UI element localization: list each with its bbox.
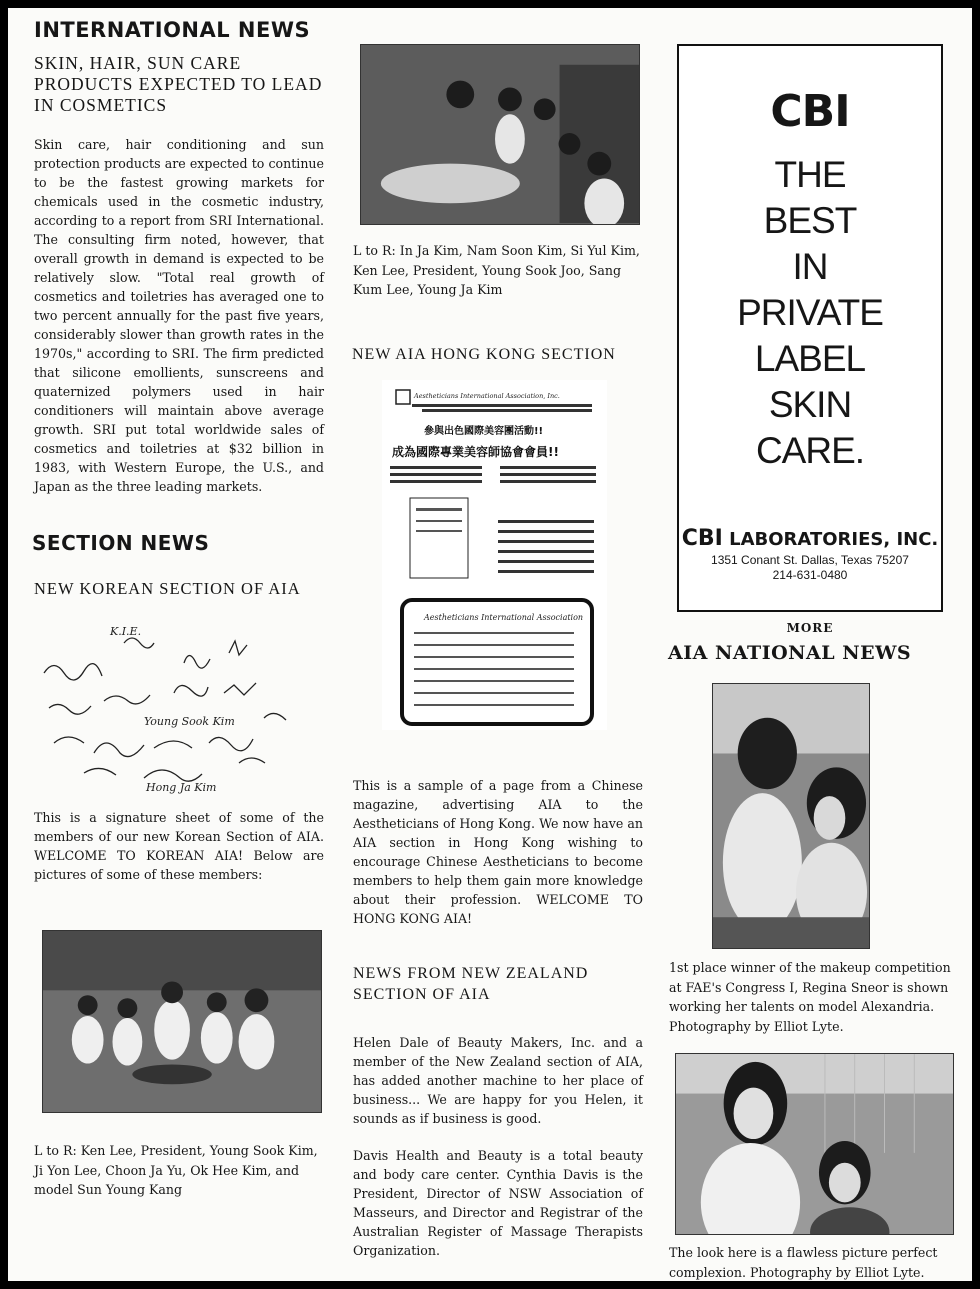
signature-young-sook: Young Sook Kim (144, 715, 235, 728)
korea-caption: L to R: Ken Lee, President, Young Sook Kim, Ji Yon Lee, Choon Ja Yu, Ok Hee Kim, and model Sun Young Kang (34, 1143, 318, 1197)
international-news-heading: INTERNATIONAL NEWS (34, 18, 311, 42)
ad-address: 1351 Conant St. Dallas, Texas 75207 (711, 553, 909, 567)
photo-korean-classroom (361, 45, 639, 224)
makeup-competition-photo (712, 683, 870, 949)
ad-company-rest: LABORATORIES, INC. (729, 529, 939, 550)
ad-line-3: IN (792, 246, 828, 287)
photo-korean-group (43, 931, 321, 1112)
nz-body-1: Helen Dale of Beauty Makers, Inc. and a member of the New Zealand section of AIA, has added another machine to her place of business... We are happy for you Helen, it sounds as if business is good. (353, 1035, 643, 1126)
classroom-caption: L to R: In Ja Kim, Nam Soon Kim, Si Yul Kim, Ken Lee, President, Young Sook Joo, Sang Kum Lee, Young Ja Kim (353, 243, 640, 297)
ad-line-4: PRIVATE (737, 292, 883, 333)
cbi-advertisement (677, 44, 943, 612)
ad-phone: 214-631-0480 (772, 568, 848, 582)
korea-subhead: NEW KOREAN SECTION OF AIA (34, 579, 301, 598)
ad-line-1: THE (774, 154, 846, 195)
ad-line-7: CARE. (755, 430, 865, 471)
nz-body-2: Davis Health and Beauty is a total beauty and body care center. Cynthia Davis is the President, Director of NSW Association of Masseurs, and Director and Registrar of the Australian Register of Massage Therapists Organization. (353, 1148, 643, 1258)
ad-company-mark: CBI (681, 526, 723, 551)
photo-complexion (676, 1054, 953, 1234)
korea-body: This is a signature sheet of some of the members of our new Korean Section of AIA. WELCOME TO KOREAN AIA! Below are pictures of some of these members: (34, 810, 324, 882)
hk-body: This is a sample of a page from a Chinese magazine, advertising AIA to the Aestheticians of Hong Kong. We now have an AIA section in Hong Kong wishing to encourage Chinese Aestheticians to become members to help them gain more knowledge about their profession. WELCOME TO HONG KONG AIA! (353, 778, 643, 926)
ad-line-5: LABEL (754, 338, 866, 379)
national-news-heading: AIA NATIONAL NEWS (668, 642, 912, 664)
complexion-caption: The look here is a flawless picture perfect complexion. Photography by Elliot Lyte. (669, 1245, 938, 1280)
section-news-heading: SECTION NEWS (32, 531, 210, 555)
hong-kong-magazine-scan (382, 380, 607, 730)
cbi-logo: CBI (770, 86, 850, 137)
nz-subhead: NEWS FROM NEW ZEALAND SECTION OF AIA (353, 965, 589, 1003)
korean-classroom-photo (360, 44, 640, 225)
more-label: MORE (786, 621, 834, 635)
signature-sheet (34, 613, 324, 798)
complexion-photo (675, 1053, 954, 1235)
ad-company-name (679, 526, 941, 551)
signatures-illustration (34, 613, 324, 798)
signature-hong-ja: Hong Ja Kim (146, 781, 217, 794)
scan-chinese-line1: 成為國際專業美容師協會會員!! (392, 445, 559, 459)
scan-org-name: Aestheticians International Association, Inc. (414, 392, 560, 400)
signature-kie: K.I.E. (110, 625, 142, 638)
makeup-caption: 1st place winner of the makeup competition at FAE's Congress I, Regina Sneor is shown working her talents on model Alexandria. Photography by Elliot Lyte. (669, 960, 951, 1034)
intl-body: Skin care, hair conditioning and sun protection products are expected to continue to be the fastest growing markets for chemicals used in the cosmetic industry, according to a report from SRI International. The consulting firm noted, however, that overall growth in demand is expected to be relatively slow. "Total real growth of cosmetics and toiletries has averaged one to two percent annually for the past five years, considerably slower than growth rates in the 1970s," according to SRI. The firm predicted that silicone emollients, sunscreens and quaternized polymers used in hair conditioners will maintain above average growth. SRI put total worldwide sales of cosmetics and toiletries at $32 billion in 1983, with Western Europe, the U.S., and Japan as the three leading markets. (34, 137, 324, 494)
korean-group-photo (42, 930, 322, 1113)
photo-makeup-competition (713, 684, 869, 948)
magazine-page (8, 8, 972, 1281)
ad-line-2: BEST (763, 200, 857, 241)
ad-line-6: SKIN (768, 384, 852, 425)
scan-chinese-line2: 參與出色國際美容團活動!! (424, 426, 544, 437)
intl-subhead: SKIN, HAIR, SUN CARE PRODUCTS EXPECTED TO LEAD IN COSMETICS (34, 53, 323, 115)
ad-tagline (679, 152, 941, 474)
scan-illustration (382, 380, 607, 730)
hk-subhead: NEW AIA HONG KONG SECTION (352, 346, 616, 363)
scan-form-title: Aestheticians International Association (424, 613, 584, 622)
